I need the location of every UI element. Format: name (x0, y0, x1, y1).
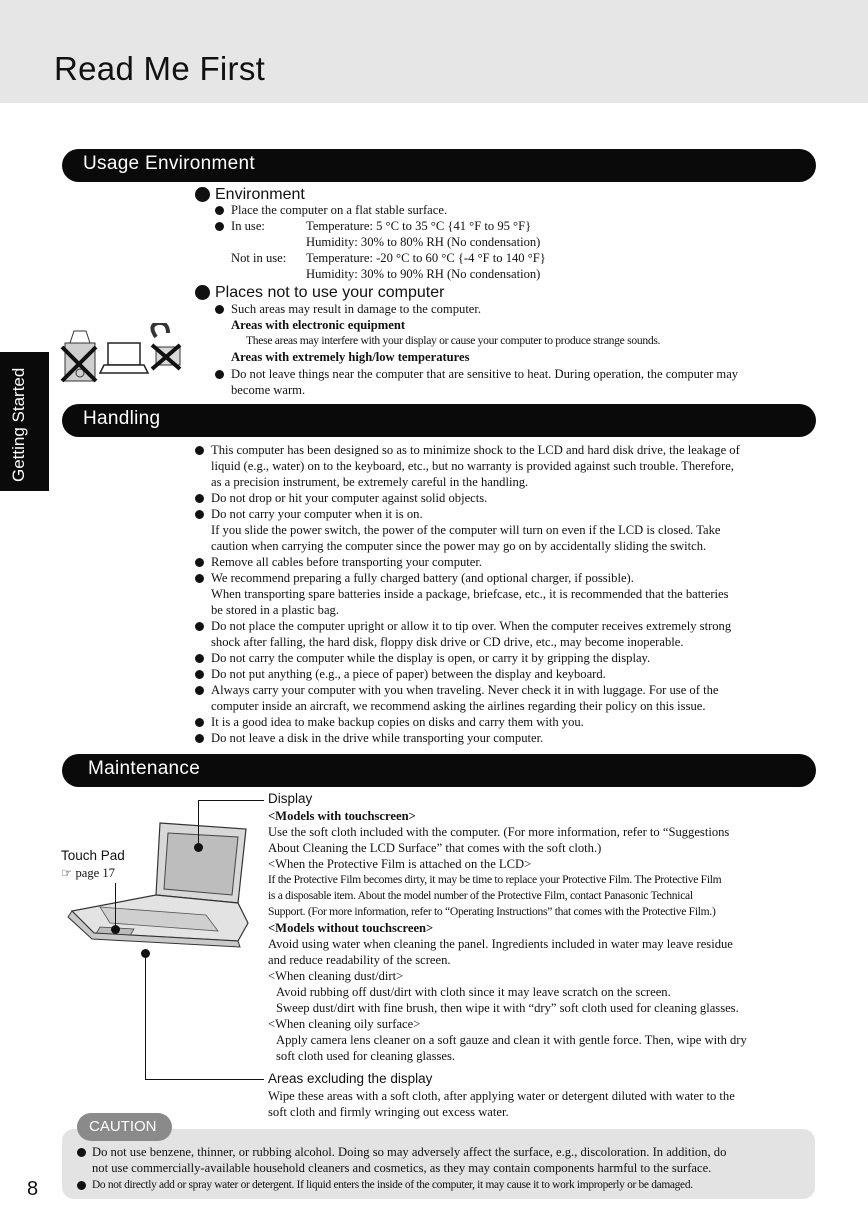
touchpad-label: Touch Pad (61, 848, 125, 863)
handling-line: This computer has been designed so as to minimize shock to the LCD and hard disk drive, the leakage of (211, 443, 740, 457)
oily-heading: <When cleaning oily surface> (268, 1017, 421, 1031)
damage-bullet (215, 305, 224, 314)
page-header (0, 0, 868, 103)
heat-text-2: become warm. (231, 383, 306, 397)
places-heading: Places not to use your computer (215, 284, 445, 301)
handling-section-title: Handling (83, 408, 161, 429)
areas-text-1: Wipe these areas with a soft cloth, after applying water or detergent diluted with water to the (268, 1089, 735, 1103)
display-leader-vertical (198, 800, 199, 847)
handling-line: Do not carry your computer when it is on. (211, 507, 423, 521)
without-touchscreen-text-2: and reduce readability of the screen. (268, 953, 451, 967)
oily-text-2: soft cloth used for cleaning glasses. (276, 1049, 456, 1063)
caution-bullet-1 (77, 1148, 86, 1157)
handling-line: Do not put anything (e.g., a piece of paper) between the display and keyboard. (211, 667, 606, 681)
heat-text-1: Do not leave things near the computer that are sensitive to heat. During operation, the computer may (231, 367, 739, 381)
laptop-icon (100, 343, 148, 373)
film-text-2: is a disposable item. About the model number of the Protective Film, contact Panasonic Technical (268, 889, 693, 902)
handling-line: Do not carry the computer while the display is open, or carry it by gripping the display. (211, 651, 651, 665)
handling-bullet (195, 510, 204, 519)
environment-bullet (195, 187, 210, 202)
handling-bullet (195, 446, 204, 455)
in-use-temperature: Temperature: 5 °C to 35 °C {41 °F to 95 °F} (306, 219, 532, 233)
handling-bullet (195, 718, 204, 727)
radio-crossed-icon (62, 331, 96, 381)
without-touchscreen-heading: <Models without touchscreen> (268, 921, 434, 935)
handling-line: as a precision instrument, be extremely careful in the handling. (211, 475, 529, 489)
temperature-heading: Areas with extremely high/low temperatures (231, 350, 470, 364)
laptop-illustration (60, 815, 260, 955)
handling-line: Always carry your computer with you when traveling. Never check it in with luggage. For use of the (211, 683, 719, 697)
magnet-crossed-icon (152, 323, 180, 369)
not-in-use-label: Not in use: (231, 251, 287, 265)
with-touchscreen-text-1: Use the soft cloth included with the computer. (For more information, refer to “Suggestions (268, 825, 730, 839)
touchpad-leader-dot (111, 925, 120, 934)
side-tab (0, 352, 49, 491)
usage-section-bar (62, 149, 816, 182)
oily-text-1: Apply camera lens cleaner on a soft gauze and clean it with gentle force. Then, wipe with dry (276, 1033, 747, 1047)
display-leader-dot (194, 843, 203, 852)
handling-bullet (195, 622, 204, 631)
dust-heading: <When cleaning dust/dirt> (268, 969, 404, 983)
handling-bullet (195, 494, 204, 503)
handling-section-bar (62, 404, 816, 437)
not-in-use-humidity: Humidity: 30% to 90% RH (No condensation) (306, 267, 541, 281)
touchpad-page-ref: page 17 (75, 866, 115, 880)
flat-bullet (215, 206, 224, 215)
maintenance-section-title: Maintenance (88, 758, 201, 779)
touchpad-ref[interactable] (61, 865, 115, 881)
film-text-3: Support. (For more information, refer to “Operating Instructions” that comes with the Protective Film.) (268, 905, 716, 918)
maintenance-section-bar (62, 754, 816, 787)
touchpad-leader (115, 883, 116, 930)
heat-bullet (215, 370, 224, 379)
handling-line: shock after falling, the hard disk, floppy disk drive or CD drive, etc., may become inoperable. (211, 635, 684, 649)
without-touchscreen-text-1: Avoid using water when cleaning the panel. Ingredients included in water may leave residue (268, 937, 733, 951)
handling-line: Do not drop or hit your computer against solid objects. (211, 491, 488, 505)
areas-leader-horizontal (145, 1079, 264, 1080)
dust-text-1: Avoid rubbing off dust/dirt with cloth since it may leave scratch on the screen. (276, 985, 671, 999)
areas-leader-vertical (145, 953, 146, 1080)
handling-bullet (195, 558, 204, 567)
handling-bullet (195, 574, 204, 583)
handling-line: Do not place the computer upright or allow it to tip over. When the computer receives extremely strong (211, 619, 732, 633)
in-use-bullet (215, 222, 224, 231)
handling-line: It is a good idea to make backup copies on disks and carry them with you. (211, 715, 584, 729)
handling-line: If you slide the power switch, the power of the computer will turn on even if the LCD is closed. Take (211, 523, 721, 537)
handling-line: computer inside an aircraft, we recommend asking the airlines regarding their policy on this issue. (211, 699, 706, 713)
areas-leader-dot (141, 949, 150, 958)
caution-text-3: Do not directly add or spray water or detergent. If liquid enters the inside of the computer, it may cause it to work improperly or be damaged. (92, 1179, 693, 1191)
handling-line: We recommend preparing a fully charged battery (and optional charger, if possible). (211, 571, 634, 585)
in-use-humidity: Humidity: 30% to 80% RH (No condensation) (306, 235, 541, 249)
usage-section-title: Usage Environment (83, 153, 255, 174)
page-number: 8 (27, 1178, 39, 1200)
film-heading: <When the Protective Film is attached on the LCD> (268, 857, 532, 871)
handling-line: be stored in a plastic bag. (211, 603, 339, 617)
display-heading: Display (268, 791, 313, 806)
electronic-text: These areas may interfere with your display or cause your computer to produce strange sounds. (246, 334, 661, 347)
not-in-use-temperature: Temperature: -20 °C to 60 °C {-4 °F to 140 °F} (306, 251, 546, 265)
areas-heading: Areas excluding the display (268, 1071, 433, 1086)
areas-text-2: soft cloth and firmly wringing out excess water. (268, 1105, 509, 1119)
pointing-hand-icon: ☞ (61, 866, 73, 880)
with-touchscreen-text-2: About Cleaning the LCD Surface” that comes with the soft cloth.) (268, 841, 602, 855)
caution-bullet-2 (77, 1181, 86, 1190)
dust-text-2: Sweep dust/dirt with fine brush, then wipe it with “dry” soft cloth used for cleaning glasses. (276, 1001, 739, 1015)
caution-text-1: Do not use benzene, thinner, or rubbing alcohol. Doing so may adversely affect the surface, e.g., discoloration. In addition, do (92, 1145, 727, 1159)
handling-line: caution when carrying the computer since the power may go on by accidentally sliding the switch. (211, 539, 707, 553)
damage-text: Such areas may result in damage to the computer. (231, 302, 482, 316)
handling-bullet (195, 670, 204, 679)
handling-line: Remove all cables before transporting your computer. (211, 555, 483, 569)
page-title: Read Me First (54, 50, 266, 87)
places-bullet (195, 285, 210, 300)
handling-line: When transporting spare batteries inside a package, briefcase, etc., it is recommended that the batteries (211, 587, 729, 601)
caution-tag-label: CAUTION (89, 1118, 157, 1135)
film-text-1: If the Protective Film becomes dirty, it may be time to replace your Protective Film. The Protective Film (268, 873, 722, 886)
environment-heading: Environment (215, 186, 305, 203)
caution-text-2: not use commercially-available household cleaners and cosmetics, as they may contain components harmful to the surface. (92, 1161, 712, 1175)
display-leader-horizontal (198, 800, 264, 801)
handling-line: Do not leave a disk in the drive while transporting your computer. (211, 731, 544, 745)
in-use-label: In use: (231, 219, 265, 233)
handling-line: liquid (e.g., water) on to the keyboard, etc., but no warranty is provided against such trouble. Therefore, (211, 459, 734, 473)
electronic-heading: Areas with electronic equipment (231, 318, 406, 332)
with-touchscreen-heading: <Models with touchscreen> (268, 809, 416, 823)
side-tab-label: Getting Started (9, 367, 28, 482)
caution-tag (77, 1113, 172, 1141)
handling-bullet (195, 686, 204, 695)
flat-text: Place the computer on a flat stable surface. (231, 203, 448, 217)
prohibited-places-illustration (60, 323, 190, 385)
handling-bullet (195, 654, 204, 663)
handling-bullet (195, 734, 204, 743)
